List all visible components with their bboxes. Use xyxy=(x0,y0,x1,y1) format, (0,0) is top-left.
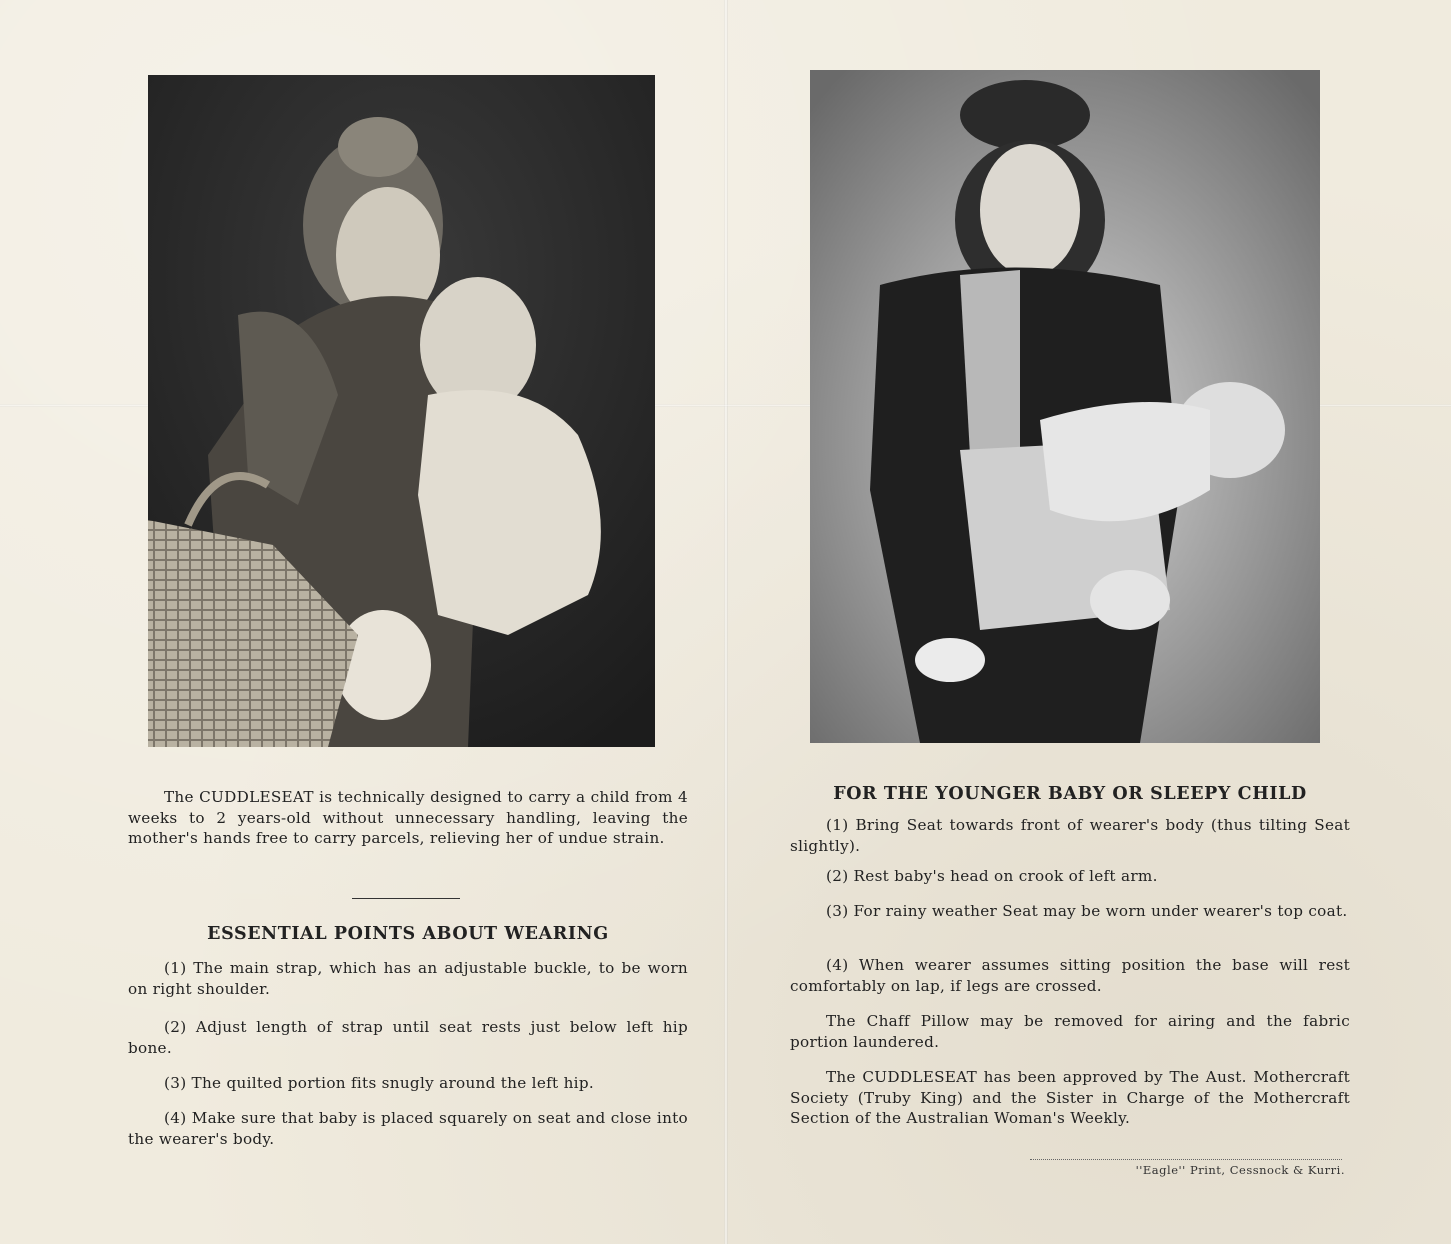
left-heading-block xyxy=(128,924,688,944)
intro-text: The CUDDLESEAT is technically designed to carry a child from 4 weeks to 2 years-old without unnecessary handling, leaving the mother's hands free to carry parcels, relieving her of undue strain. xyxy=(128,788,688,847)
left-point-text: (2) Adjust length of strap until seat rests just below left hip bone. xyxy=(128,1018,688,1057)
left-photo-image xyxy=(148,75,655,747)
left-point-2 xyxy=(128,1017,688,1058)
left-point-4 xyxy=(128,1108,688,1149)
essential-points-heading: ESSENTIAL POINTS ABOUT WEARING xyxy=(207,924,609,944)
pillow-note-block xyxy=(790,1011,1350,1052)
right-point-text: (1) Bring Seat towards front of wearer's body (thus tilting Seat slightly). xyxy=(790,816,1350,855)
right-point-4 xyxy=(790,955,1350,996)
printer-credit: ''Eagle'' Print, Cessnock & Kurri. xyxy=(1135,1163,1345,1177)
left-point-text: (3) The quilted portion fits snugly around the left hip. xyxy=(164,1074,594,1092)
vertical-fold-crease xyxy=(724,0,728,1244)
right-heading-block xyxy=(790,784,1350,804)
approval-note: The CUDDLESEAT has been approved by The Aust. Mothercraft Society (Truby King) and the Sister in Charge of the Mothercraft Section of the Australian Woman's Weekly. xyxy=(790,1068,1350,1127)
right-point-2 xyxy=(790,866,1350,887)
right-photo xyxy=(810,70,1320,743)
left-point-1 xyxy=(128,958,688,999)
pillow-note: The Chaff Pillow may be removed for airing and the fabric portion laundered. xyxy=(790,1012,1350,1051)
right-point-text: (4) When wearer assumes sitting position the base will rest comfortably on lap, if legs are crossed. xyxy=(790,956,1350,995)
footer-dotted-rule xyxy=(1030,1159,1342,1160)
right-point-text: (2) Rest baby's head on crook of left arm. xyxy=(826,867,1158,885)
intro-paragraph xyxy=(128,787,688,849)
section-divider xyxy=(352,898,460,899)
left-point-text: (4) Make sure that baby is placed squarely on seat and close into the wearer's body. xyxy=(128,1109,688,1148)
right-point-text: (3) For rainy weather Seat may be worn under wearer's top coat. xyxy=(826,902,1348,920)
left-photo xyxy=(148,75,655,747)
left-point-text: (1) The main strap, which has an adjustable buckle, to be worn on right shoulder. xyxy=(128,959,688,998)
right-point-3 xyxy=(790,901,1350,922)
younger-baby-heading: FOR THE YOUNGER BABY OR SLEEPY CHILD xyxy=(833,784,1307,804)
approval-note-block xyxy=(790,1067,1350,1129)
intro-paragraph-block xyxy=(128,787,688,849)
right-photo-image xyxy=(810,70,1320,743)
right-point-1 xyxy=(790,815,1350,856)
left-point-3 xyxy=(128,1073,688,1094)
